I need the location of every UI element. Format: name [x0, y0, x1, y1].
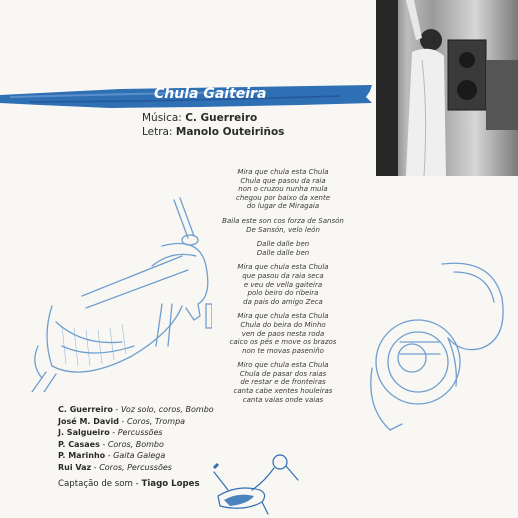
song-title: Chula Gaiteira: [154, 86, 267, 102]
lyric-line: chegou por baixo da xente: [235, 193, 331, 202]
performer-row: Rui Vaz - Coros, Percussões: [58, 462, 172, 472]
performer-name: P. Marinho: [58, 451, 106, 460]
lyric-line: Mira que chula esta Chula: [237, 312, 329, 321]
french-horn-illustration: [362, 258, 508, 434]
sound-capture-credit: Captação de som - Tiago Lopes: [58, 479, 200, 489]
lyric-line: ven de paos nesta roda: [241, 329, 325, 338]
lyric-line: non te movas paseniño: [242, 346, 324, 355]
performer-name: C. Guerreiro: [58, 405, 113, 414]
lyrics-value: Manolo Outeiriños: [175, 126, 285, 138]
lyric-line: Mira que chula esta Chula: [237, 168, 329, 176]
lyrics-block: [198, 168, 368, 410]
performer-row: J. Salgueiro - Percussões: [58, 428, 163, 437]
performer-name: José M. David: [58, 416, 119, 426]
performer-role: Coros, Bombo: [107, 439, 164, 449]
lyric-line: e veu de vella gaiteira: [243, 280, 323, 289]
lyric-line: canta cabe xentes houleiras: [233, 387, 333, 396]
music-value: C. Guerreiro: [185, 112, 258, 124]
capture-name: Tiago Lopes: [141, 479, 200, 489]
music-credit: [142, 112, 257, 124]
performer-name: Rui Vaz: [58, 462, 92, 472]
lyric-line: Chula do beira do Minho: [240, 320, 326, 329]
lyrics-stanza: [198, 361, 368, 404]
lyric-line: Chula de pasar dos raias: [239, 369, 327, 378]
lyric-line: Dalle dalle ben: [256, 248, 310, 257]
performer-name: P. Casaes: [58, 439, 100, 449]
lyric-line: Dalle dalle ben: [256, 240, 310, 249]
lyric-line: canta vaias onde vaias: [242, 395, 324, 404]
lyrics-credit: [142, 126, 284, 138]
lyrics-stanza: [198, 217, 368, 234]
lyric-line: non o cruzou nunha mula: [238, 185, 328, 194]
performers-list: [58, 404, 214, 473]
performer-row: C. Guerreiro - Voz solo, coros, Bombo: [58, 405, 214, 414]
lyric-line: Chula que pasou da raia: [240, 176, 326, 185]
lyrics-stanza: [198, 263, 368, 306]
lyric-line: Miro que chula esta Chula: [237, 361, 329, 370]
capture-label: Captação de som: [58, 479, 133, 489]
lyric-line: De Sansón, velo león: [246, 225, 320, 234]
lyric-line: de restar e de fronteiras: [240, 378, 326, 387]
bagpipe-illustration: [22, 196, 212, 392]
music-label: Música:: [142, 112, 182, 124]
lyrics-stanza: [198, 168, 368, 211]
lyric-line: Baila este son cos forza de Sansón: [222, 216, 344, 225]
performer-name: J. Salgueiro: [58, 428, 110, 437]
performer-role: Voz solo, coros, Bombo: [120, 405, 214, 414]
lyric-line: caico os pés e move os brazos: [229, 338, 337, 347]
lyric-line: que pasou da raia seca: [242, 271, 324, 280]
lyric-line: polo beiro do ribeira: [247, 289, 319, 298]
lyric-line: do lugar de Miragaia: [246, 202, 320, 211]
lyric-line: Mira que chula esta Chula: [237, 263, 329, 272]
performer-role: Coros, Percussões: [99, 462, 172, 472]
performer-role: Coros, Trompa: [126, 416, 186, 426]
lyric-line: da pais do amigo Zeca: [243, 297, 323, 306]
performer-row: P. Marinho - Gaita Galega: [58, 451, 166, 460]
performer-role: Percussões: [117, 428, 163, 437]
bagpiper-illustration: [208, 444, 302, 516]
lyrics-label: Letra:: [142, 126, 173, 138]
lyrics-stanza: [198, 312, 368, 355]
performer-row: P. Casaes - Coros, Bombo: [58, 439, 164, 449]
lyrics-stanza: [198, 240, 368, 257]
performer-row: José M. David - Coros, Trompa: [58, 416, 186, 426]
performer-role: Gaita Galega: [113, 451, 166, 460]
musician-photo: [376, 0, 518, 176]
